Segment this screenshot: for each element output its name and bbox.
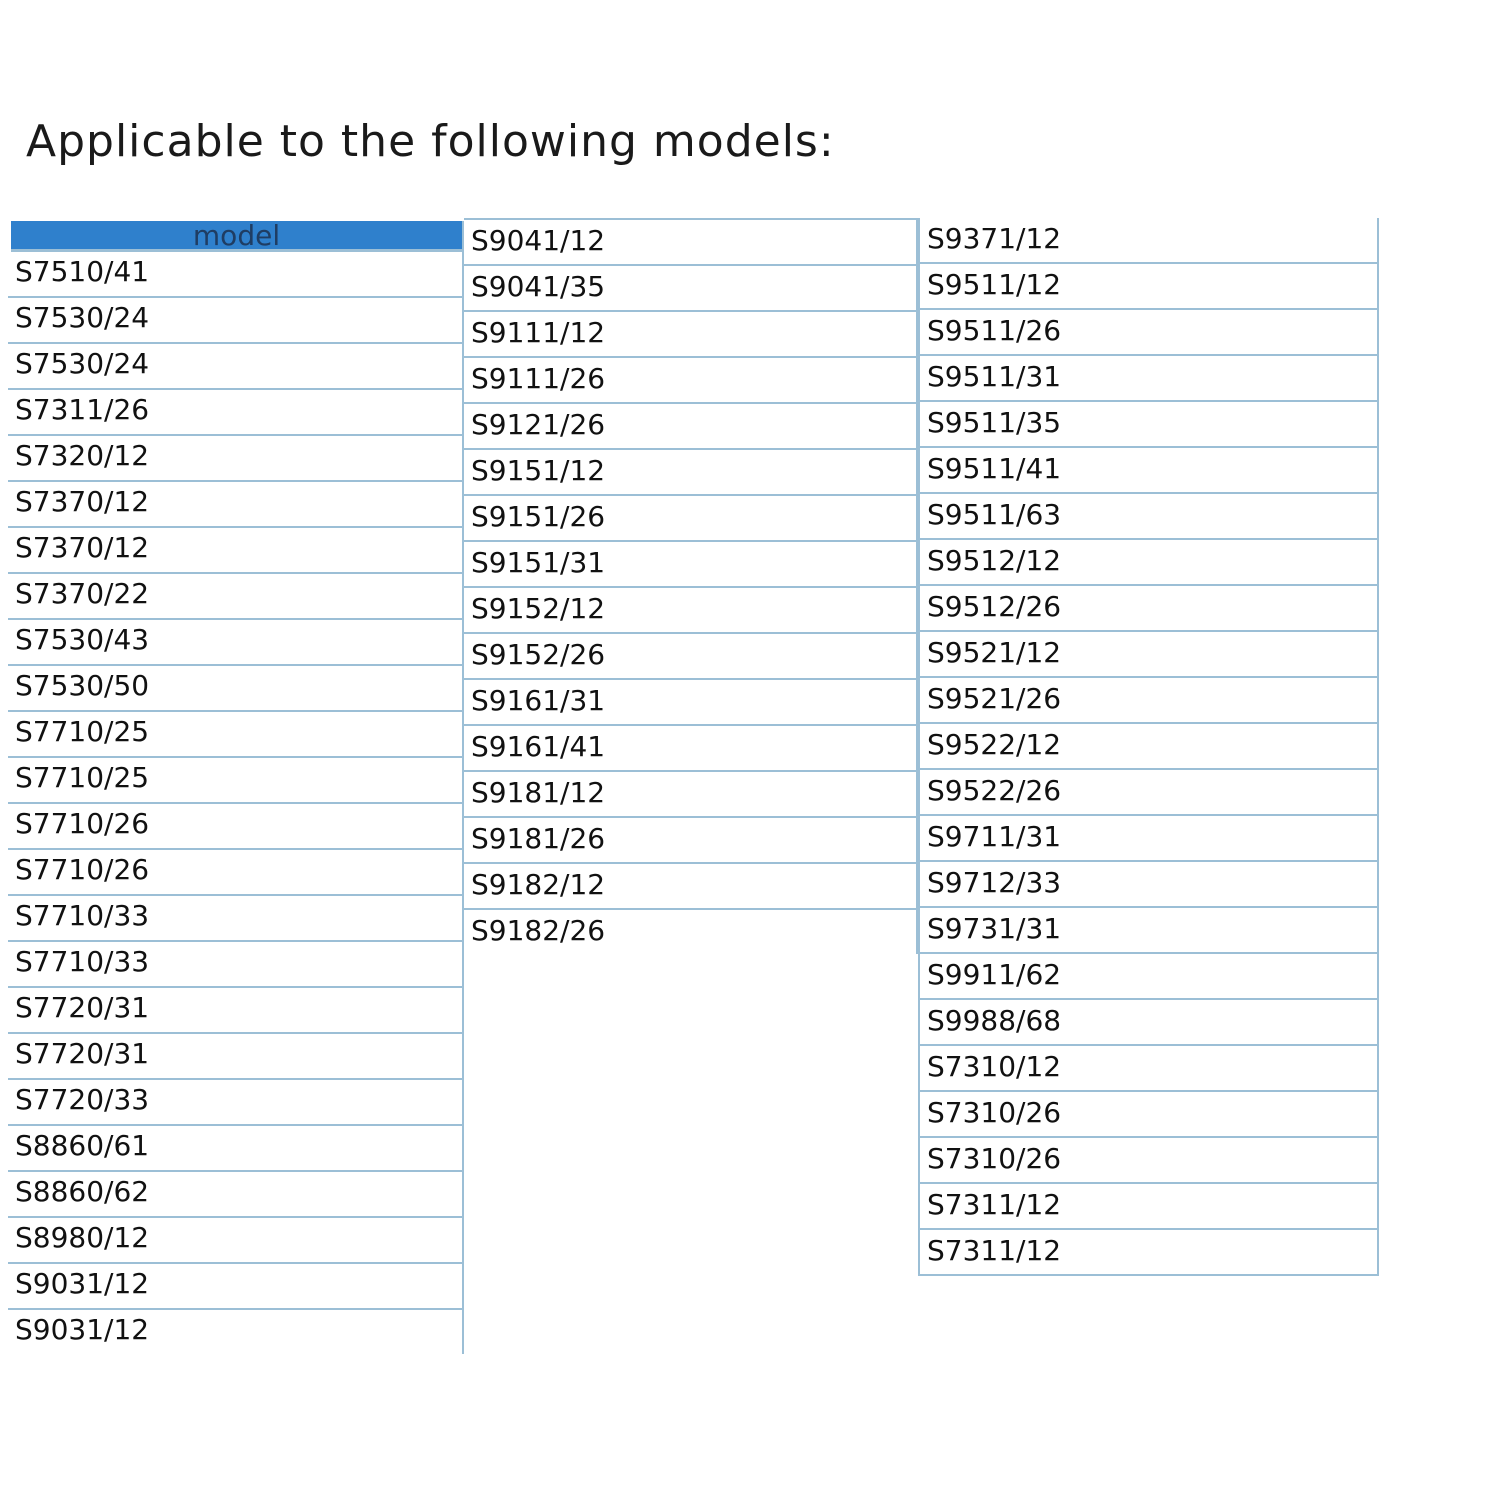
table-cell: S7530/50 (8, 666, 462, 712)
page-title: Applicable to the following models: (26, 116, 835, 167)
table-cell: S7370/12 (8, 528, 462, 574)
table-cell: S9151/31 (464, 542, 916, 588)
table-cell: S7510/41 (8, 252, 462, 298)
table-cell: S7370/12 (8, 482, 462, 528)
table-cell: S7530/24 (8, 298, 462, 344)
table-cell: S7370/22 (8, 574, 462, 620)
table-cell: S7530/24 (8, 344, 462, 390)
table-cell: S7310/26 (920, 1138, 1377, 1184)
table-cell: S7720/33 (8, 1080, 462, 1126)
table-cell: S9512/26 (920, 586, 1377, 632)
table-cell: S9031/12 (15, 1313, 150, 1346)
table-cell: S7311/12 (920, 1230, 1377, 1276)
table-cell: S7710/33 (8, 942, 462, 988)
table-cell: S9121/26 (464, 404, 916, 450)
table-cell: S8980/12 (8, 1218, 462, 1264)
model-column-1 (8, 221, 464, 1354)
table-cell: S9161/31 (464, 680, 916, 726)
table-cell: S7710/25 (8, 758, 462, 804)
table-cell: S9152/12 (464, 588, 916, 634)
table-cell: S9731/31 (920, 908, 1377, 954)
table-cell: S9911/62 (920, 954, 1377, 1000)
table-cell: S7710/33 (8, 896, 462, 942)
table-cell: S9522/26 (920, 770, 1377, 816)
table-cell: S9522/12 (920, 724, 1377, 770)
table-cell: S9511/31 (920, 356, 1377, 402)
table-cell: S9182/12 (464, 864, 916, 910)
table-cell: S7311/26 (8, 390, 462, 436)
table-cell: S9182/26 (471, 914, 606, 947)
model-column-3 (918, 218, 1379, 1276)
table-cell: S9031/12 (8, 1264, 462, 1310)
table-cell: S9181/12 (464, 772, 916, 818)
table-cell: S9512/12 (920, 540, 1377, 586)
model-column-2 (464, 218, 918, 954)
table-cell: S9041/35 (464, 266, 916, 312)
table-cell: S9511/41 (920, 448, 1377, 494)
column-header: model (11, 221, 462, 252)
table-cell: S9151/26 (464, 496, 916, 542)
table-cell: S9161/41 (464, 726, 916, 772)
table-cell: S9181/26 (464, 818, 916, 864)
table-cell: S9111/26 (464, 358, 916, 404)
table-cell: S7310/12 (920, 1046, 1377, 1092)
table-cell: S9151/12 (464, 450, 916, 496)
table-cell: S7320/12 (8, 436, 462, 482)
table-cell: S9511/12 (920, 264, 1377, 310)
table-cell: S9521/12 (920, 632, 1377, 678)
table-cell: S9711/31 (920, 816, 1377, 862)
table-cell: S9988/68 (920, 1000, 1377, 1046)
table-cell: S9511/26 (920, 310, 1377, 356)
table-cell: S9521/26 (920, 678, 1377, 724)
table-cell: S9511/63 (920, 494, 1377, 540)
table-cell: S8860/61 (8, 1126, 462, 1172)
table-cell: S9511/35 (920, 402, 1377, 448)
table-cell: S9152/26 (464, 634, 916, 680)
table-cell: S9111/12 (464, 312, 916, 358)
table-cell: S8860/62 (8, 1172, 462, 1218)
table-cell: S7720/31 (8, 988, 462, 1034)
table-cell: S7720/31 (8, 1034, 462, 1080)
table-cell: S9712/33 (920, 862, 1377, 908)
table-cell: S7530/43 (8, 620, 462, 666)
table-cell: S7710/25 (8, 712, 462, 758)
table-cell: S7310/26 (920, 1092, 1377, 1138)
table-cell: S9371/12 (920, 218, 1377, 264)
table-cell: S7710/26 (8, 850, 462, 896)
table-cell: S7311/12 (920, 1184, 1377, 1230)
table-cell: S7710/26 (8, 804, 462, 850)
table-cell: S9041/12 (464, 220, 916, 266)
